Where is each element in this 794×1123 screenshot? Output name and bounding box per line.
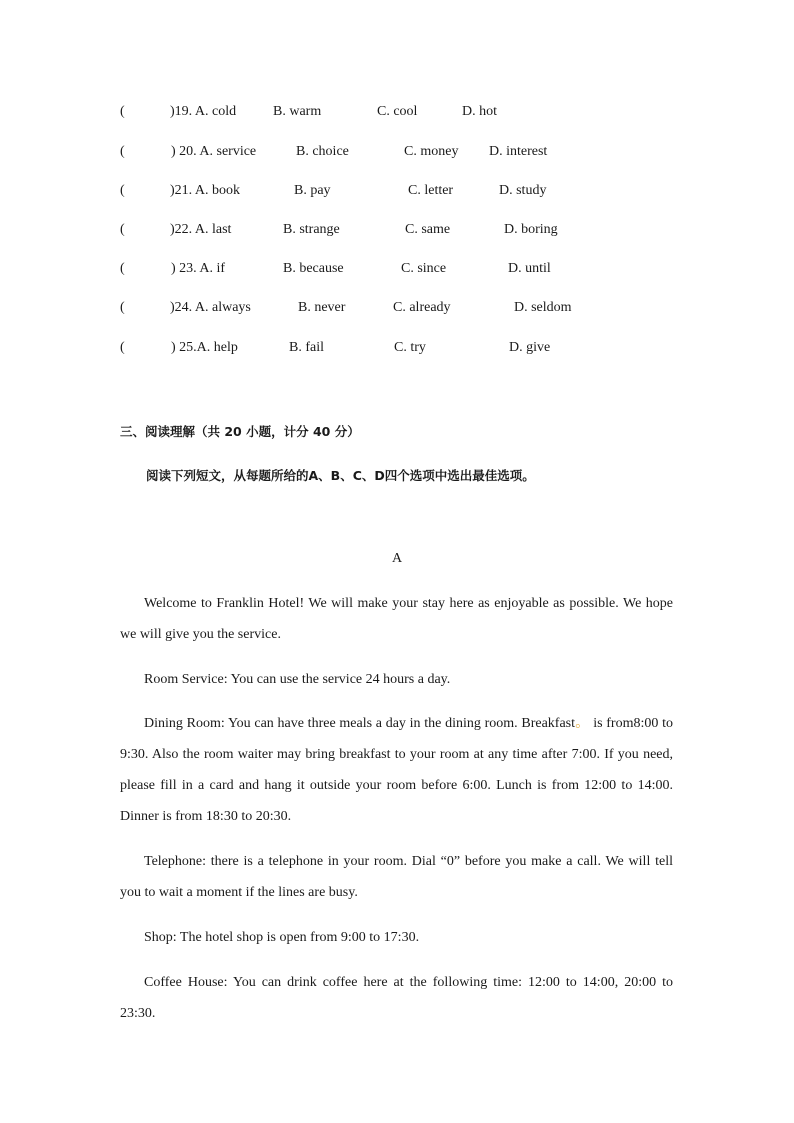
option-c: C. same bbox=[405, 222, 451, 237]
section-heading: 三、阅读理解（共 20 小题，计分 40 分） bbox=[120, 424, 360, 439]
answer-paren: ( bbox=[120, 183, 125, 198]
option-a: )21. A. book bbox=[170, 183, 240, 198]
dining-text-a: Dining Room: You can have three meals a day in the dining room. Breakfast bbox=[144, 716, 576, 731]
option-c: C. try bbox=[394, 340, 426, 355]
option-c: C. letter bbox=[408, 183, 454, 198]
option-b: B. never bbox=[298, 300, 346, 315]
option-d: D. seldom bbox=[514, 300, 572, 315]
option-a: )24. A. always bbox=[170, 300, 251, 315]
option-a: ) 20. A. service bbox=[171, 144, 257, 159]
stray-mark: 。 bbox=[575, 716, 590, 731]
answer-paren: ( bbox=[120, 300, 125, 315]
paragraph-coffee-house: Coffee House: You can drink coffee here at the following time: 12:00 to 14:00, 20:00 to 23:30. bbox=[120, 975, 673, 1021]
option-b: B. pay bbox=[294, 183, 331, 198]
paragraph-room-service: Room Service: You can use the service 24 hours a day. bbox=[144, 672, 451, 687]
option-d: D. boring bbox=[504, 222, 558, 237]
option-a: ) 25.A. help bbox=[171, 340, 238, 355]
option-d: D. until bbox=[508, 261, 551, 276]
option-c: C. money bbox=[404, 144, 459, 159]
dining-text-b: is from8:00 to 9:30. Also the room waiter may bring breakfast to your room at any time after 7:00. If you need, please fill in a card and hang it outside your room before 6:00. Lunch is from 12:00 to 14:00. Dinner is from 18:30 to 20:30. bbox=[120, 716, 673, 824]
answer-paren: ( bbox=[120, 261, 125, 276]
option-a: ) 23. A. if bbox=[171, 261, 226, 276]
option-b: B. strange bbox=[283, 222, 340, 237]
answer-paren: ( bbox=[120, 340, 125, 355]
answer-paren: ( bbox=[120, 144, 125, 159]
paragraph-telephone: Telephone: there is a telephone in your room. Dial “0” before you make a call. We will tell you to wait a moment if the lines are busy. bbox=[120, 854, 673, 900]
paragraph-welcome: Welcome to Franklin Hotel! We will make your stay here as enjoyable as possible. We hope we will give you the service. bbox=[120, 596, 673, 642]
option-b: B. choice bbox=[296, 144, 349, 159]
option-d: D. give bbox=[509, 340, 551, 355]
answer-paren: ( bbox=[120, 222, 125, 237]
paragraph-shop: Shop: The hotel shop is open from 9:00 to 17:30. bbox=[144, 930, 420, 945]
answer-paren: ( bbox=[120, 104, 125, 119]
option-b: B. warm bbox=[273, 104, 322, 119]
option-b: B. fail bbox=[289, 340, 324, 355]
option-d: D. study bbox=[499, 183, 547, 198]
option-b: B. because bbox=[283, 261, 344, 276]
option-d: D. interest bbox=[489, 144, 548, 159]
option-c: C. cool bbox=[377, 104, 418, 119]
option-c: C. already bbox=[393, 300, 451, 315]
paragraph-dining-room bbox=[120, 708, 673, 832]
option-d: D. hot bbox=[462, 104, 497, 119]
option-a: )19. A. cold bbox=[170, 104, 237, 119]
option-c: C. since bbox=[401, 261, 447, 276]
option-a: )22. A. last bbox=[170, 222, 232, 237]
passage-title: A bbox=[391, 551, 403, 566]
section-instruction: 阅读下列短文，从每题所给的A、B、C、D四个选项中选出最佳选项。 bbox=[146, 468, 535, 483]
